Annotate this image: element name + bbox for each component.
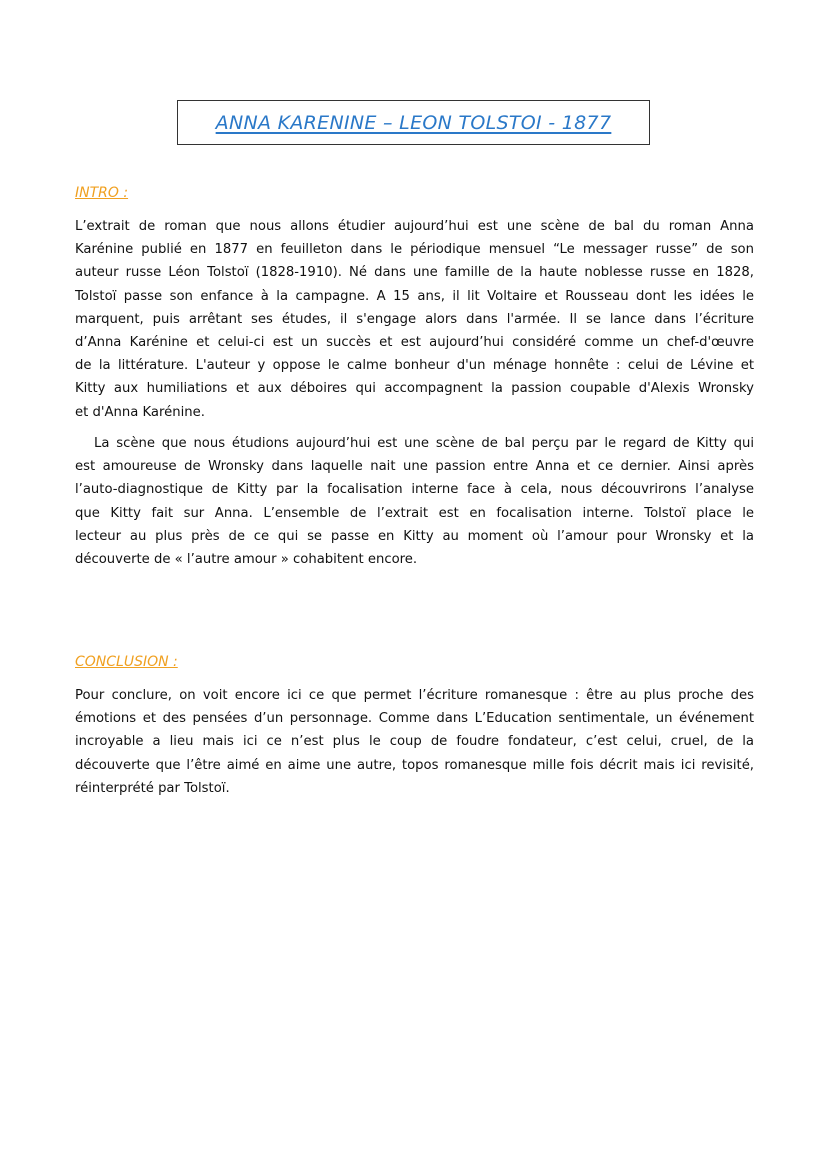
text-line: Tolstoï passe son enfance à la campagne. A 15 ans, il lit Voltaire et Rousseau dont les idées le — [75, 288, 754, 304]
text-line: incroyable a lieu mais ici ce n’est plus le coup de foudre fondateur, c’est celui, cruel, de la — [75, 734, 754, 750]
text-line: est amoureuse de Wronsky dans laquelle nait une passion entre Anna et ce dernier. Ainsi après — [75, 459, 754, 475]
conclusion-paragraph — [75, 684, 754, 800]
text-line: découverte que l’être aimé en aime une autre, topos romanesque mille fois décrit mais ici revisité, — [75, 757, 754, 773]
text-line: Pour conclure, on voit encore ici ce que permet l’écriture romanesque : être au plus proche des — [75, 688, 754, 703]
text-line: découverte de « l’autre amour » cohabitent encore. — [75, 551, 418, 567]
text-line: L’extrait de roman que nous allons étudier aujourd’hui est une scène de bal du roman Anna — [75, 219, 754, 234]
text-line: lecteur au plus près de ce qui se passe en Kitty au moment où l’amour pour Wronsky et la — [75, 528, 754, 544]
text-line: La scène que nous étudions aujourd’hui est une scène de bal perçu par le regard de Kitty qui — [94, 436, 754, 451]
intro-paragraph-1 — [75, 215, 754, 424]
text-line: Karénine publié en 1877 en feuilleton dans le périodique mensuel “Le messager russe” de son — [75, 242, 754, 258]
text-line: Kitty aux humiliations et aux déboires qui accompagnent la passion coupable d'Alexis Wronsky — [75, 381, 754, 397]
text-line: émotions et des pensées d’un personnage. Comme dans L’Education sentimentale, un événement — [75, 711, 754, 727]
text-line: que Kitty fait sur Anna. L’ensemble de l’extrait est en focalisation interne. Tolstoï place le — [75, 505, 754, 521]
text-line: marquent, puis arrêtant ses études, il s'engage alors dans l'armée. Il se lance dans l’écriture — [75, 311, 754, 327]
intro-paragraph-2 — [75, 432, 754, 571]
text-line: réinterprété par Tolstoï. — [75, 780, 230, 796]
text-line: l’auto-diagnostique de Kitty par la focalisation interne face à cela, nous découvrirons l’analyse — [75, 482, 754, 498]
intro-heading: INTRO : — [75, 185, 129, 201]
text-line: de la littérature. L'auteur y oppose le calme bonheur d'un ménage honnête : celui de Lévine et — [75, 358, 754, 374]
document-title: ANNA KARENINE – LEON TOLSTOI - 1877 — [215, 111, 612, 134]
title-box — [177, 100, 650, 145]
text-line: et d'Anna Karénine. — [75, 404, 205, 420]
text-line: auteur russe Léon Tolstoï (1828-1910). Né dans une famille de la haute noblesse russe en 1828, — [75, 265, 754, 281]
text-line: d’Anna Karénine et celui-ci est un succès et est aujourd’hui considéré comme un chef-d'œuvre — [75, 334, 754, 350]
conclusion-heading: CONCLUSION : — [75, 654, 178, 670]
